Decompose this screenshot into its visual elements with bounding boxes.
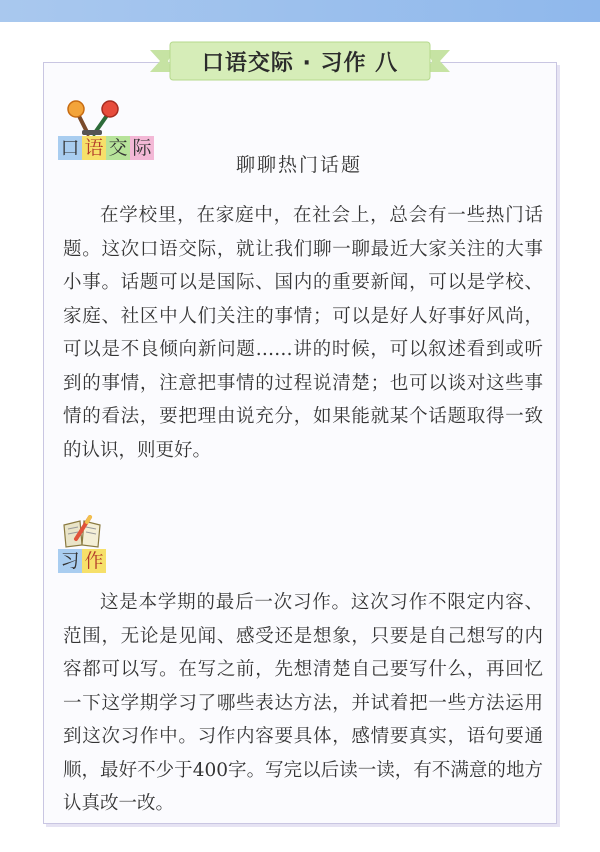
badge-char: 习 [58, 549, 82, 573]
writing-section-badge [58, 515, 148, 577]
open-book-pencil-icon [60, 515, 104, 549]
badge-char: 际 [130, 136, 154, 160]
top-color-band [0, 0, 600, 22]
page-title: 口语交际 · 习作 八 [201, 51, 399, 76]
microphones-icon [64, 100, 124, 136]
badge-char: 口 [58, 136, 82, 160]
badge-char: 作 [82, 549, 106, 573]
section-heading: 聊聊热门话题 [235, 154, 362, 176]
badge-char: 语 [82, 136, 106, 160]
oral-paragraph: 在学校里，在家庭中，在社会上，总会有一些热门话题。这次口语交际，就让我们聊一聊最近大家关注的大事小事。话题可以是国际、国内的重要新闻，可以是学校、家庭、社区中人们关注的事情；可以是好人好事好风尚，可以是不良倾向新问题……讲的时候，可以叙述看到或听到的事情，注意把事情的过程说清楚；也可以谈对这些事情的看法，要把理由说充分，如果能就某个话题取得一致的认识，则更好。 [63, 205, 543, 461]
title-banner [150, 38, 450, 84]
writing-badge-label [58, 549, 106, 573]
writing-paragraph: 这是本学期的最后一次习作。这次习作不限定内容、范围，无论是见闻、感受还是想象，只要是自己想写的内容都可以写。在写之前，先想清楚自己要写什么，再回忆一下这学期学习了哪些表达方法，并试着把一些方法运用到这次习作中。习作内容要具体，感情要真实，语句要通顺，最好不少于400字。写完以后读一读，有不满意的地方认真改一改。 [63, 592, 543, 814]
badge-char: 交 [106, 136, 130, 160]
